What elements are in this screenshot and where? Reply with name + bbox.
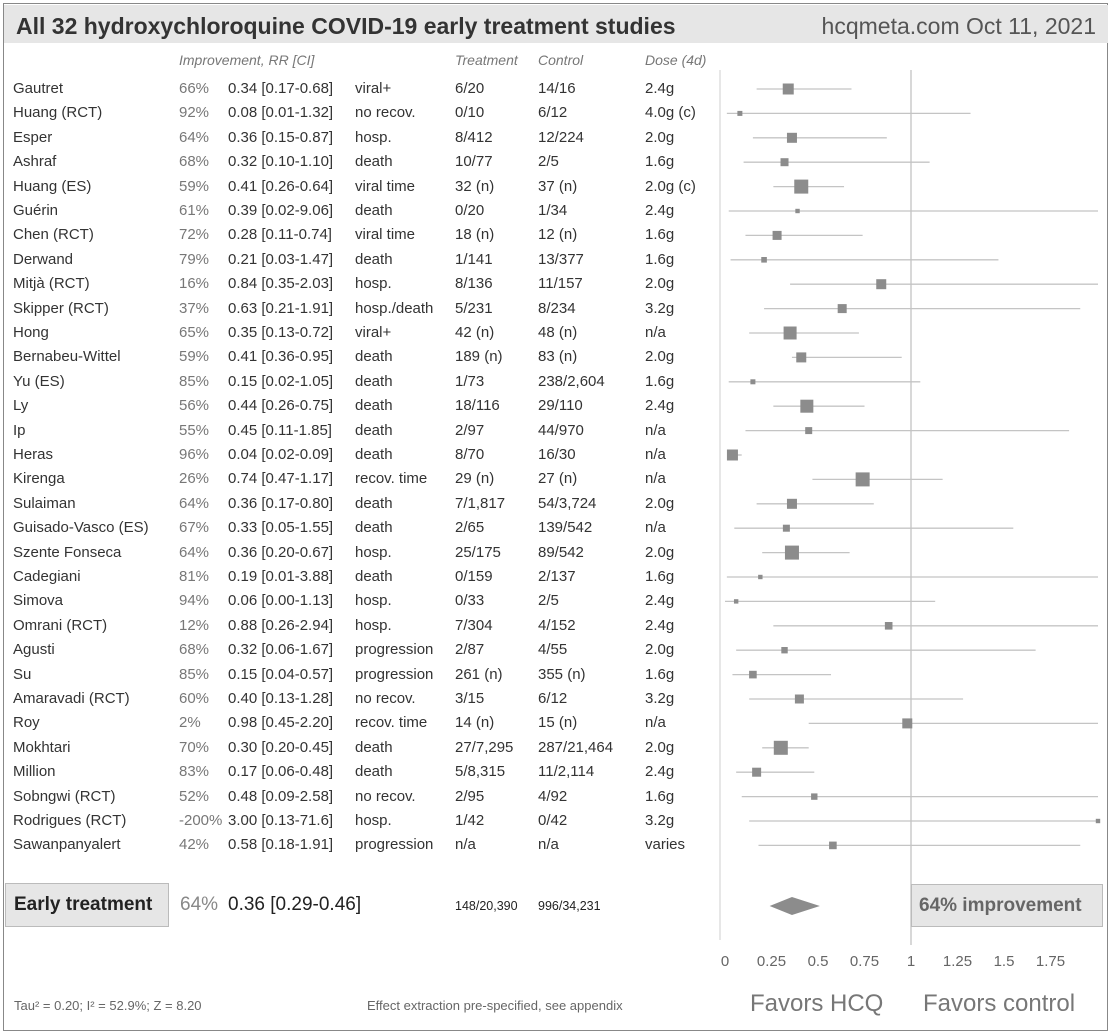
study-treatment: 0/20 [455, 202, 485, 219]
study-name: Mokhtari [13, 738, 71, 756]
effect-marker [838, 304, 847, 313]
study-dose: 2.0g [645, 543, 675, 561]
x-tick-label: 0.5 [807, 953, 829, 970]
study-rr: 0.74 [0.47-1.17] [228, 470, 334, 488]
study-control: 83 (n) [538, 348, 578, 366]
study-outcome: death [355, 738, 393, 756]
study-outcome: death [355, 763, 393, 781]
effect-marker [783, 525, 790, 532]
study-name: Ly [13, 397, 29, 415]
study-name: Bernabeu-Wittel [13, 348, 121, 366]
study-improvement: 85% [179, 372, 210, 390]
x-tick-label: 1.25 [942, 953, 973, 970]
study-name: Huang (ES) [13, 177, 92, 195]
study-rr: 0.30 [0.20-0.45] [228, 738, 334, 756]
study-name: Ip [13, 421, 26, 439]
favors-control-label: Favors control [923, 990, 1076, 1017]
study-name: Ashraf [13, 153, 57, 171]
chart-title: All 32 hydroxychloroquine COVID-19 early treatment studies [16, 13, 676, 39]
study-control: 2/5 [538, 153, 559, 171]
x-tick-label: 1 [906, 953, 916, 970]
study-treatment: 32 (n) [455, 177, 495, 195]
study-improvement: 81% [179, 568, 210, 585]
study-control: 89/542 [538, 543, 584, 561]
study-improvement: 85% [179, 665, 210, 683]
improvement-box [911, 884, 1103, 927]
study-improvement: 79% [179, 250, 210, 268]
study-name: Guérin [13, 202, 59, 219]
study-improvement: 37% [179, 299, 210, 317]
study-outcome: no recov. [355, 690, 416, 707]
pooled-diamond [770, 897, 820, 915]
x-tick-label: 0.75 [849, 953, 880, 970]
summary-label: Early treatment [14, 894, 153, 915]
study-control: 44/970 [538, 421, 584, 439]
study-rr: 0.15 [0.02-1.05] [228, 372, 334, 390]
study-outcome: death [355, 421, 393, 439]
study-dose: n/a [645, 324, 666, 341]
study-outcome: death [355, 446, 393, 463]
study-improvement: 56% [179, 397, 210, 415]
effect-marker [829, 842, 837, 850]
study-outcome: progression [355, 665, 434, 683]
study-rr: 0.17 [0.06-0.48] [228, 763, 334, 781]
summary-treatment: 148/20,390 [455, 899, 518, 913]
study-dose: 2.0g [645, 275, 675, 293]
study-dose: 2.0g [645, 641, 675, 659]
study-dose: 1.6g [645, 568, 675, 585]
study-treatment: 2/95 [455, 787, 485, 805]
study-control: 13/377 [538, 250, 584, 268]
study-dose: 2.0g [645, 738, 675, 756]
study-treatment: 0/33 [455, 592, 485, 610]
source-label: hcqmeta.com Oct 11, 2021 [821, 13, 1096, 39]
study-outcome: death [355, 202, 393, 219]
study-rr: 0.45 [0.11-1.85] [228, 421, 332, 439]
study-control: 15 (n) [538, 714, 578, 732]
effect-marker [781, 647, 787, 653]
study-rr: 0.88 [0.26-2.94] [228, 616, 334, 634]
study-outcome: death [355, 519, 393, 537]
study-rr: 0.63 [0.21-1.91] [228, 299, 334, 317]
study-outcome: viral+ [355, 80, 392, 97]
effect-marker [1096, 819, 1100, 823]
header-control: Control [538, 52, 584, 68]
study-improvement: 59% [179, 177, 210, 195]
effect-marker [758, 575, 762, 579]
study-name: Sulaiman [13, 494, 76, 512]
x-tick-label: 0.25 [756, 953, 787, 970]
study-dose: 2.4g [645, 592, 675, 610]
study-dose: 2.4g [645, 80, 675, 97]
effect-marker [773, 231, 782, 240]
effect-marker [794, 180, 808, 194]
study-rr: 0.98 [0.45-2.20] [228, 714, 334, 732]
study-control: 139/542 [538, 519, 593, 537]
study-dose: 2.4g [645, 616, 675, 634]
study-improvement: 52% [179, 787, 210, 805]
study-improvement: 92% [179, 104, 210, 122]
study-name: Heras [13, 446, 54, 463]
effect-marker [734, 599, 738, 603]
study-rr: 0.84 [0.35-2.03] [228, 275, 334, 293]
study-name: Szente Fonseca [13, 543, 122, 561]
study-name: Esper [13, 128, 53, 146]
study-rr: 0.40 [0.13-1.28] [228, 690, 334, 707]
study-control: 27 (n) [538, 470, 578, 488]
effect-marker [800, 400, 813, 413]
study-name: Amaravadi (RCT) [13, 690, 130, 707]
study-outcome: death [355, 372, 393, 390]
effect-marker [811, 793, 817, 799]
study-treatment: 10/77 [455, 153, 493, 171]
favors-hcq-label: Favors HCQ [750, 990, 884, 1017]
study-rr: 0.48 [0.09-2.58] [228, 787, 334, 805]
effect-marker [727, 450, 738, 461]
study-dose: 1.6g [645, 250, 675, 268]
study-name: Mitjà (RCT) [13, 275, 90, 293]
study-rr: 0.08 [0.01-1.32] [228, 104, 334, 122]
study-rr: 0.36 [0.15-0.87] [228, 128, 334, 146]
x-tick-label: 0 [720, 953, 730, 970]
study-dose: 3.2g [645, 690, 675, 707]
study-control: 6/12 [538, 690, 568, 707]
study-outcome: death [355, 494, 393, 512]
study-improvement: 64% [179, 543, 210, 561]
study-control: 12 (n) [538, 226, 578, 244]
study-rr: 0.32 [0.06-1.67] [228, 641, 334, 659]
study-name: Yu (ES) [13, 372, 65, 390]
study-control: 1/34 [538, 202, 568, 219]
study-improvement: 72% [179, 226, 210, 244]
study-improvement: 12% [179, 616, 210, 634]
study-dose: n/a [645, 519, 666, 537]
study-outcome: death [355, 397, 393, 415]
study-outcome: death [355, 348, 393, 366]
study-improvement: 55% [179, 421, 210, 439]
study-improvement: 16% [179, 275, 210, 293]
study-control: 11/157 [538, 275, 583, 293]
study-treatment: 0/159 [455, 568, 493, 585]
study-control: 12/224 [538, 128, 584, 146]
study-outcome: recov. time [355, 470, 428, 488]
effect-marker [783, 84, 794, 95]
study-control: 4/92 [538, 787, 568, 805]
effect-marker [781, 158, 789, 166]
effect-marker [902, 718, 912, 728]
study-control: 287/21,464 [538, 738, 614, 756]
effect-marker [796, 352, 806, 362]
study-improvement: -200% [179, 812, 223, 829]
study-outcome: hosp./death [355, 299, 434, 317]
study-improvement: 64% [179, 494, 210, 512]
effect-marker [787, 499, 797, 509]
study-improvement: 94% [179, 592, 210, 610]
effect-marker [785, 546, 799, 560]
study-rr: 3.00 [0.13-71.6] [228, 812, 334, 829]
study-treatment: 189 (n) [455, 348, 503, 366]
study-outcome: viral time [355, 226, 416, 244]
effect-marker [761, 257, 767, 263]
study-treatment: 6/20 [455, 80, 485, 97]
study-improvement: 68% [179, 641, 210, 659]
study-control: 48 (n) [538, 324, 578, 341]
study-outcome: viral time [355, 177, 416, 195]
study-outcome: hosp. [355, 616, 392, 634]
study-rr: 0.39 [0.02-9.06] [228, 202, 334, 219]
study-name: Cadegiani [13, 568, 81, 585]
study-name: Kirenga [13, 470, 65, 488]
study-dose: 4.0g (c) [645, 104, 696, 122]
effect-marker [856, 472, 870, 486]
study-improvement: 70% [179, 738, 210, 756]
study-dose: 1.6g [645, 665, 675, 683]
study-control: 14/16 [538, 80, 576, 97]
study-rr: 0.35 [0.13-0.72] [228, 324, 334, 341]
study-name: Rodrigues (RCT) [13, 812, 127, 829]
study-treatment: 7/1,817 [455, 494, 506, 512]
study-treatment: 2/97 [455, 421, 485, 439]
study-outcome: hosp. [355, 128, 392, 146]
study-treatment: 27/7,295 [455, 738, 514, 756]
study-control: 8/234 [538, 299, 576, 317]
study-dose: 3.2g [645, 299, 675, 317]
effect-marker [885, 622, 893, 630]
study-control: 355 (n) [538, 665, 586, 683]
study-treatment: 8/136 [455, 275, 493, 293]
study-name: Million [13, 763, 56, 781]
study-dose: 2.0g (c) [645, 177, 696, 195]
summary-rr: 0.36 [0.29-0.46] [228, 894, 362, 915]
study-rr: 0.34 [0.17-0.68] [228, 80, 334, 97]
study-outcome: hosp. [355, 812, 392, 829]
study-dose: varies [645, 836, 686, 854]
effect-marker [749, 671, 757, 679]
study-dose: n/a [645, 470, 666, 488]
footer-note: Effect extraction pre-specified, see appendix [367, 998, 623, 1013]
study-name: Gautret [13, 80, 64, 97]
study-improvement: 2% [179, 714, 201, 732]
study-dose: 2.0g [645, 494, 675, 512]
study-name: Agusti [13, 641, 55, 659]
study-rr: 0.36 [0.17-0.80] [228, 494, 334, 512]
summary-improvement: 64% [180, 894, 219, 915]
study-treatment: 14 (n) [455, 714, 495, 732]
study-name: Su [13, 665, 32, 683]
study-dose: n/a [645, 446, 666, 463]
study-control: 54/3,724 [538, 494, 597, 512]
study-rr: 0.36 [0.20-0.67] [228, 543, 334, 561]
study-dose: 2.4g [645, 202, 675, 219]
study-treatment: 1/73 [455, 372, 485, 390]
study-dose: n/a [645, 421, 666, 439]
study-improvement: 67% [179, 519, 210, 537]
study-rr: 0.06 [0.00-1.13] [228, 592, 334, 610]
study-name: Simova [13, 592, 64, 610]
x-tick-label: 1.75 [1035, 953, 1066, 970]
study-control: 11/2,114 [538, 763, 595, 781]
effect-marker [774, 741, 788, 755]
study-rr: 0.44 [0.26-0.75] [228, 397, 334, 415]
study-dose: 1.6g [645, 372, 675, 390]
study-treatment: 1/42 [455, 812, 485, 829]
study-treatment: 261 (n) [455, 665, 503, 683]
study-name: Skipper (RCT) [13, 299, 109, 317]
study-control: 4/152 [538, 616, 576, 634]
study-outcome: no recov. [355, 104, 416, 122]
study-treatment: 18 (n) [455, 226, 495, 244]
study-improvement: 60% [179, 690, 210, 707]
effect-marker [752, 768, 761, 777]
study-improvement: 68% [179, 153, 210, 171]
study-rr: 0.33 [0.05-1.55] [228, 519, 334, 537]
study-treatment: 18/116 [455, 397, 500, 415]
study-treatment: 0/10 [455, 104, 485, 122]
improvement-label: 64% improvement [919, 895, 1082, 916]
study-treatment: 42 (n) [455, 324, 495, 341]
study-outcome: hosp. [355, 275, 392, 293]
effect-marker [737, 111, 742, 116]
study-outcome: death [355, 250, 393, 268]
study-dose: 1.6g [645, 226, 675, 244]
summary-label-box [5, 883, 169, 927]
study-treatment: 5/8,315 [455, 763, 506, 781]
study-outcome: hosp. [355, 592, 392, 610]
study-name: Huang (RCT) [13, 104, 103, 122]
study-rr: 0.58 [0.18-1.91] [228, 836, 334, 854]
study-dose: 1.6g [645, 153, 675, 171]
heterogeneity-stats: Tau² = 0.20; I² = 52.9%; Z = 8.20 [14, 998, 202, 1013]
study-control: n/a [538, 836, 559, 854]
study-improvement: 65% [179, 324, 210, 341]
header-improvement: Improvement, RR [CI] [179, 52, 315, 68]
study-control: 29/110 [538, 397, 583, 415]
study-outcome: progression [355, 836, 434, 854]
study-treatment: 29 (n) [455, 470, 495, 488]
summary-control: 996/34,231 [538, 899, 601, 913]
study-improvement: 66% [179, 80, 210, 97]
study-rr: 0.15 [0.04-0.57] [228, 665, 334, 683]
header-treatment: Treatment [455, 52, 518, 68]
study-rr: 0.41 [0.36-0.95] [228, 348, 334, 366]
study-outcome: hosp. [355, 543, 392, 561]
study-control: 2/137 [538, 568, 576, 585]
study-control: 16/30 [538, 446, 576, 463]
study-name: Derwand [13, 250, 74, 268]
effect-marker [784, 327, 797, 340]
study-rr: 0.28 [0.11-0.74] [228, 226, 332, 244]
effect-marker [876, 279, 886, 289]
study-treatment: 3/15 [455, 690, 485, 707]
study-outcome: no recov. [355, 787, 416, 805]
study-name: Hong [13, 324, 49, 341]
effect-marker [795, 695, 804, 704]
study-outcome: recov. time [355, 714, 428, 732]
study-dose: 3.2g [645, 812, 675, 829]
study-rr: 0.21 [0.03-1.47] [228, 250, 334, 268]
study-dose: 2.0g [645, 348, 675, 366]
study-treatment: 8/412 [455, 128, 493, 146]
study-control: 0/42 [538, 812, 568, 829]
study-improvement: 96% [179, 446, 210, 463]
study-improvement: 83% [179, 763, 210, 781]
study-control: 2/5 [538, 592, 559, 610]
study-treatment: 1/141 [455, 250, 493, 268]
study-improvement: 61% [179, 202, 210, 219]
study-dose: n/a [645, 714, 666, 732]
study-name: Roy [13, 714, 40, 732]
x-tick-label: 1.5 [993, 953, 1015, 970]
study-treatment: 2/87 [455, 641, 485, 659]
study-outcome: progression [355, 641, 434, 659]
study-rr: 0.19 [0.01-3.88] [228, 568, 334, 585]
study-dose: 2.0g [645, 128, 675, 146]
study-name: Sobngwi (RCT) [13, 787, 116, 805]
effect-marker [750, 379, 755, 384]
study-treatment: 25/175 [455, 543, 501, 561]
study-name: Omrani (RCT) [13, 616, 108, 634]
study-dose: 2.4g [645, 763, 675, 781]
study-treatment: 7/304 [455, 616, 493, 634]
study-treatment: n/a [455, 836, 476, 854]
study-control: 4/55 [538, 641, 568, 659]
study-dose: 2.4g [645, 397, 675, 415]
study-rr: 0.32 [0.10-1.10] [228, 153, 334, 171]
study-name: Chen (RCT) [13, 226, 94, 244]
header-dose: Dose (4d) [645, 52, 707, 68]
effect-marker [795, 209, 799, 213]
study-treatment: 2/65 [455, 519, 485, 537]
study-dose: 1.6g [645, 787, 675, 805]
study-name: Sawanpanyalert [13, 836, 121, 854]
study-improvement: 59% [179, 348, 210, 366]
study-outcome: death [355, 153, 393, 171]
study-control: 6/12 [538, 104, 568, 122]
study-control: 238/2,604 [538, 372, 605, 390]
study-improvement: 64% [179, 128, 210, 146]
study-treatment: 8/70 [455, 446, 485, 463]
study-control: 37 (n) [538, 177, 578, 195]
study-rr: 0.41 [0.26-0.64] [228, 177, 334, 195]
study-name: Guisado-Vasco (ES) [13, 519, 149, 537]
effect-marker [805, 427, 812, 434]
study-outcome: viral+ [355, 324, 392, 341]
effect-marker [787, 133, 797, 143]
study-improvement: 26% [179, 470, 210, 488]
study-rr: 0.04 [0.02-0.09] [228, 446, 334, 463]
study-improvement: 42% [179, 836, 210, 854]
study-treatment: 5/231 [455, 299, 493, 317]
study-outcome: death [355, 568, 393, 585]
